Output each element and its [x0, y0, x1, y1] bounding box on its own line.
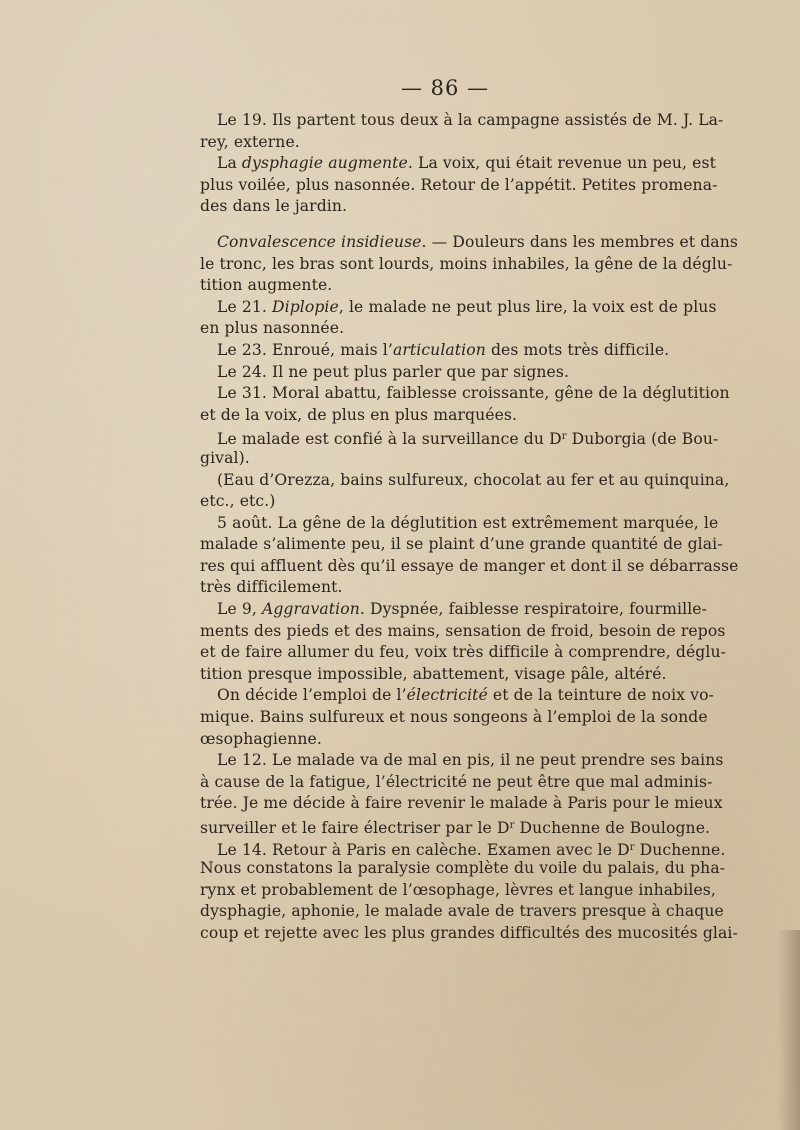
text-run: . — Douleurs dans les membres et dans: [421, 232, 738, 251]
text-run: œsophagienne.: [200, 729, 322, 748]
text-line: [200, 491, 698, 513]
text-run: le tronc, les bras sont lourds, moins inhabiles, la gêne de la déglu-: [200, 254, 733, 273]
text-run: tition presque impossible, abattement, visage pâle, altéré.: [200, 664, 667, 683]
text-line: [200, 880, 716, 902]
text-line: [200, 362, 698, 384]
text-line: [200, 815, 711, 837]
text-line: [200, 707, 708, 729]
text-line: [200, 254, 733, 276]
text-line: [200, 513, 719, 535]
italic-text: Diplopie: [272, 297, 339, 316]
text-run: . La voix, qui était revenue un peu, est: [407, 154, 716, 173]
text-run: res qui affluent dès qu’il essaye de manger et dont il se débarrasse: [200, 556, 739, 575]
text-run: des dans le jardin.: [200, 197, 348, 216]
text-run: Le malade est confié à la surveillance du D: [217, 430, 562, 449]
text-run: et de la voix, de plus en plus marquées.: [200, 405, 518, 424]
text-run: Le 9,: [217, 600, 262, 619]
text-line: [200, 621, 726, 643]
text-line: [200, 297, 717, 319]
text-run: très difficilement.: [200, 578, 343, 597]
text-line: [200, 685, 714, 707]
text-line: [200, 275, 698, 297]
italic-text: Convalescence insidieuse: [217, 232, 422, 251]
text-run: (Eau d’Orezza, bains sulfureux, chocolat au fer et au quinquina,: [217, 470, 730, 489]
superscript-text: r: [629, 841, 635, 853]
text-run: On décide l’emploi de l’: [217, 686, 407, 705]
text-line: [200, 793, 723, 815]
text-line: [200, 196, 698, 218]
text-line: [200, 318, 698, 340]
text-run: trée. Je me décide à faire revenir le malade à Paris pour le mieux: [200, 794, 723, 813]
text-run: et de la teinture de noix vo-: [487, 686, 714, 705]
text-line: [200, 664, 698, 686]
text-line: [200, 132, 698, 154]
text-run: etc., etc.): [200, 492, 276, 511]
text-run: 5 août. La gêne de la déglutition est extrêmement marquée, le: [217, 513, 719, 532]
text-line: [200, 858, 726, 880]
text-run: Duchenne de Boulogne.: [514, 819, 711, 837]
text-run: des mots très difficile.: [485, 340, 670, 359]
text-run: dysphagie, aphonie, le malade avale de travers presque à chaque: [200, 902, 724, 921]
text-run: Le 19. Ils partent tous deux à la campagne assistés de M. J. La-: [217, 111, 724, 129]
text-line: [200, 175, 718, 197]
text-run: tition augmente.: [200, 276, 333, 295]
text-run: ments des pieds et des mains, sensation de froid, besoin de repos: [200, 621, 726, 640]
text-run: . Dyspnée, faiblesse respiratoire, fourmille-: [359, 600, 707, 619]
text-run: gival).: [200, 448, 250, 467]
text-line: [200, 110, 724, 132]
italic-text: Aggravation: [261, 600, 360, 619]
text-run: , le malade ne peut plus lire, la voix est de plus: [338, 297, 717, 316]
text-line: [200, 470, 730, 492]
text-run: plus voilée, plus nasonnée. Retour de l’appétit. Petites promena-: [200, 175, 718, 194]
body-text: [200, 110, 739, 945]
superscript-text: r: [561, 431, 567, 443]
text-run: en plus nasonnée.: [200, 319, 345, 338]
text-line: [200, 642, 726, 664]
text-line: [200, 599, 707, 621]
text-run: coup et rejette avec les plus grandes difficultés des mucosités glai-: [200, 923, 738, 942]
text-run: La: [217, 154, 242, 173]
paragraph-gap: [200, 218, 698, 232]
page-number: — 86 —: [400, 76, 490, 100]
page-edge-shadow: [778, 930, 800, 1130]
text-line: [200, 340, 698, 362]
superscript-text: r: [509, 820, 515, 831]
text-run: Le 23. Enroué, mais l’: [217, 340, 393, 359]
italic-text: électricité: [406, 686, 488, 705]
text-line: [200, 556, 739, 578]
text-line: [200, 426, 719, 449]
text-line: [200, 837, 726, 859]
text-line: [200, 772, 713, 794]
italic-text: dysphagie augmente: [241, 154, 408, 173]
text-run: Le 24. Il ne peut plus parler que par signes.: [217, 362, 570, 381]
text-line: [200, 383, 730, 405]
text-run: surveiller et le faire électriser par le D: [200, 819, 510, 837]
text-line: [200, 448, 698, 470]
text-line: [200, 153, 716, 175]
text-line: [200, 750, 724, 772]
text-run: rynx et probablement de l’œsophage, lèvres et langue inhabiles,: [200, 880, 716, 899]
text-line: [200, 534, 723, 556]
text-run: à cause de la fatigue, l’électricité ne peut être que mal adminis-: [200, 772, 713, 791]
text-line: [200, 729, 698, 751]
text-run: Le 12. Le malade va de mal en pis, il ne peut prendre ses bains: [217, 751, 724, 770]
text-run: rey, externe.: [200, 132, 300, 151]
text-line: [200, 577, 698, 599]
text-line: [200, 901, 724, 923]
text-run: Le 14. Retour à Paris en calèche. Examen avec le D: [217, 840, 630, 859]
text-run: Duchenne.: [634, 840, 726, 859]
text-run: Duborgia (de Bou-: [566, 430, 719, 449]
text-run: Le 21.: [217, 297, 272, 316]
text-run: malade s’alimente peu, il se plaint d’une grande quantité de glai-: [200, 535, 723, 554]
text-line: [200, 232, 738, 254]
text-line: [200, 405, 698, 427]
italic-text: articulation: [392, 340, 486, 359]
text-run: mique. Bains sulfureux et nous songeons à l’emploi de la sonde: [200, 708, 708, 727]
text-run: Le 31. Moral abattu, faiblesse croissante, gêne de la déglutition: [217, 384, 730, 403]
text-run: Nous constatons la paralysie complète du voile du palais, du pha-: [200, 859, 726, 878]
text-run: et de faire allumer du feu, voix très difficile à comprendre, déglu-: [200, 643, 726, 662]
text-line: [200, 923, 738, 945]
